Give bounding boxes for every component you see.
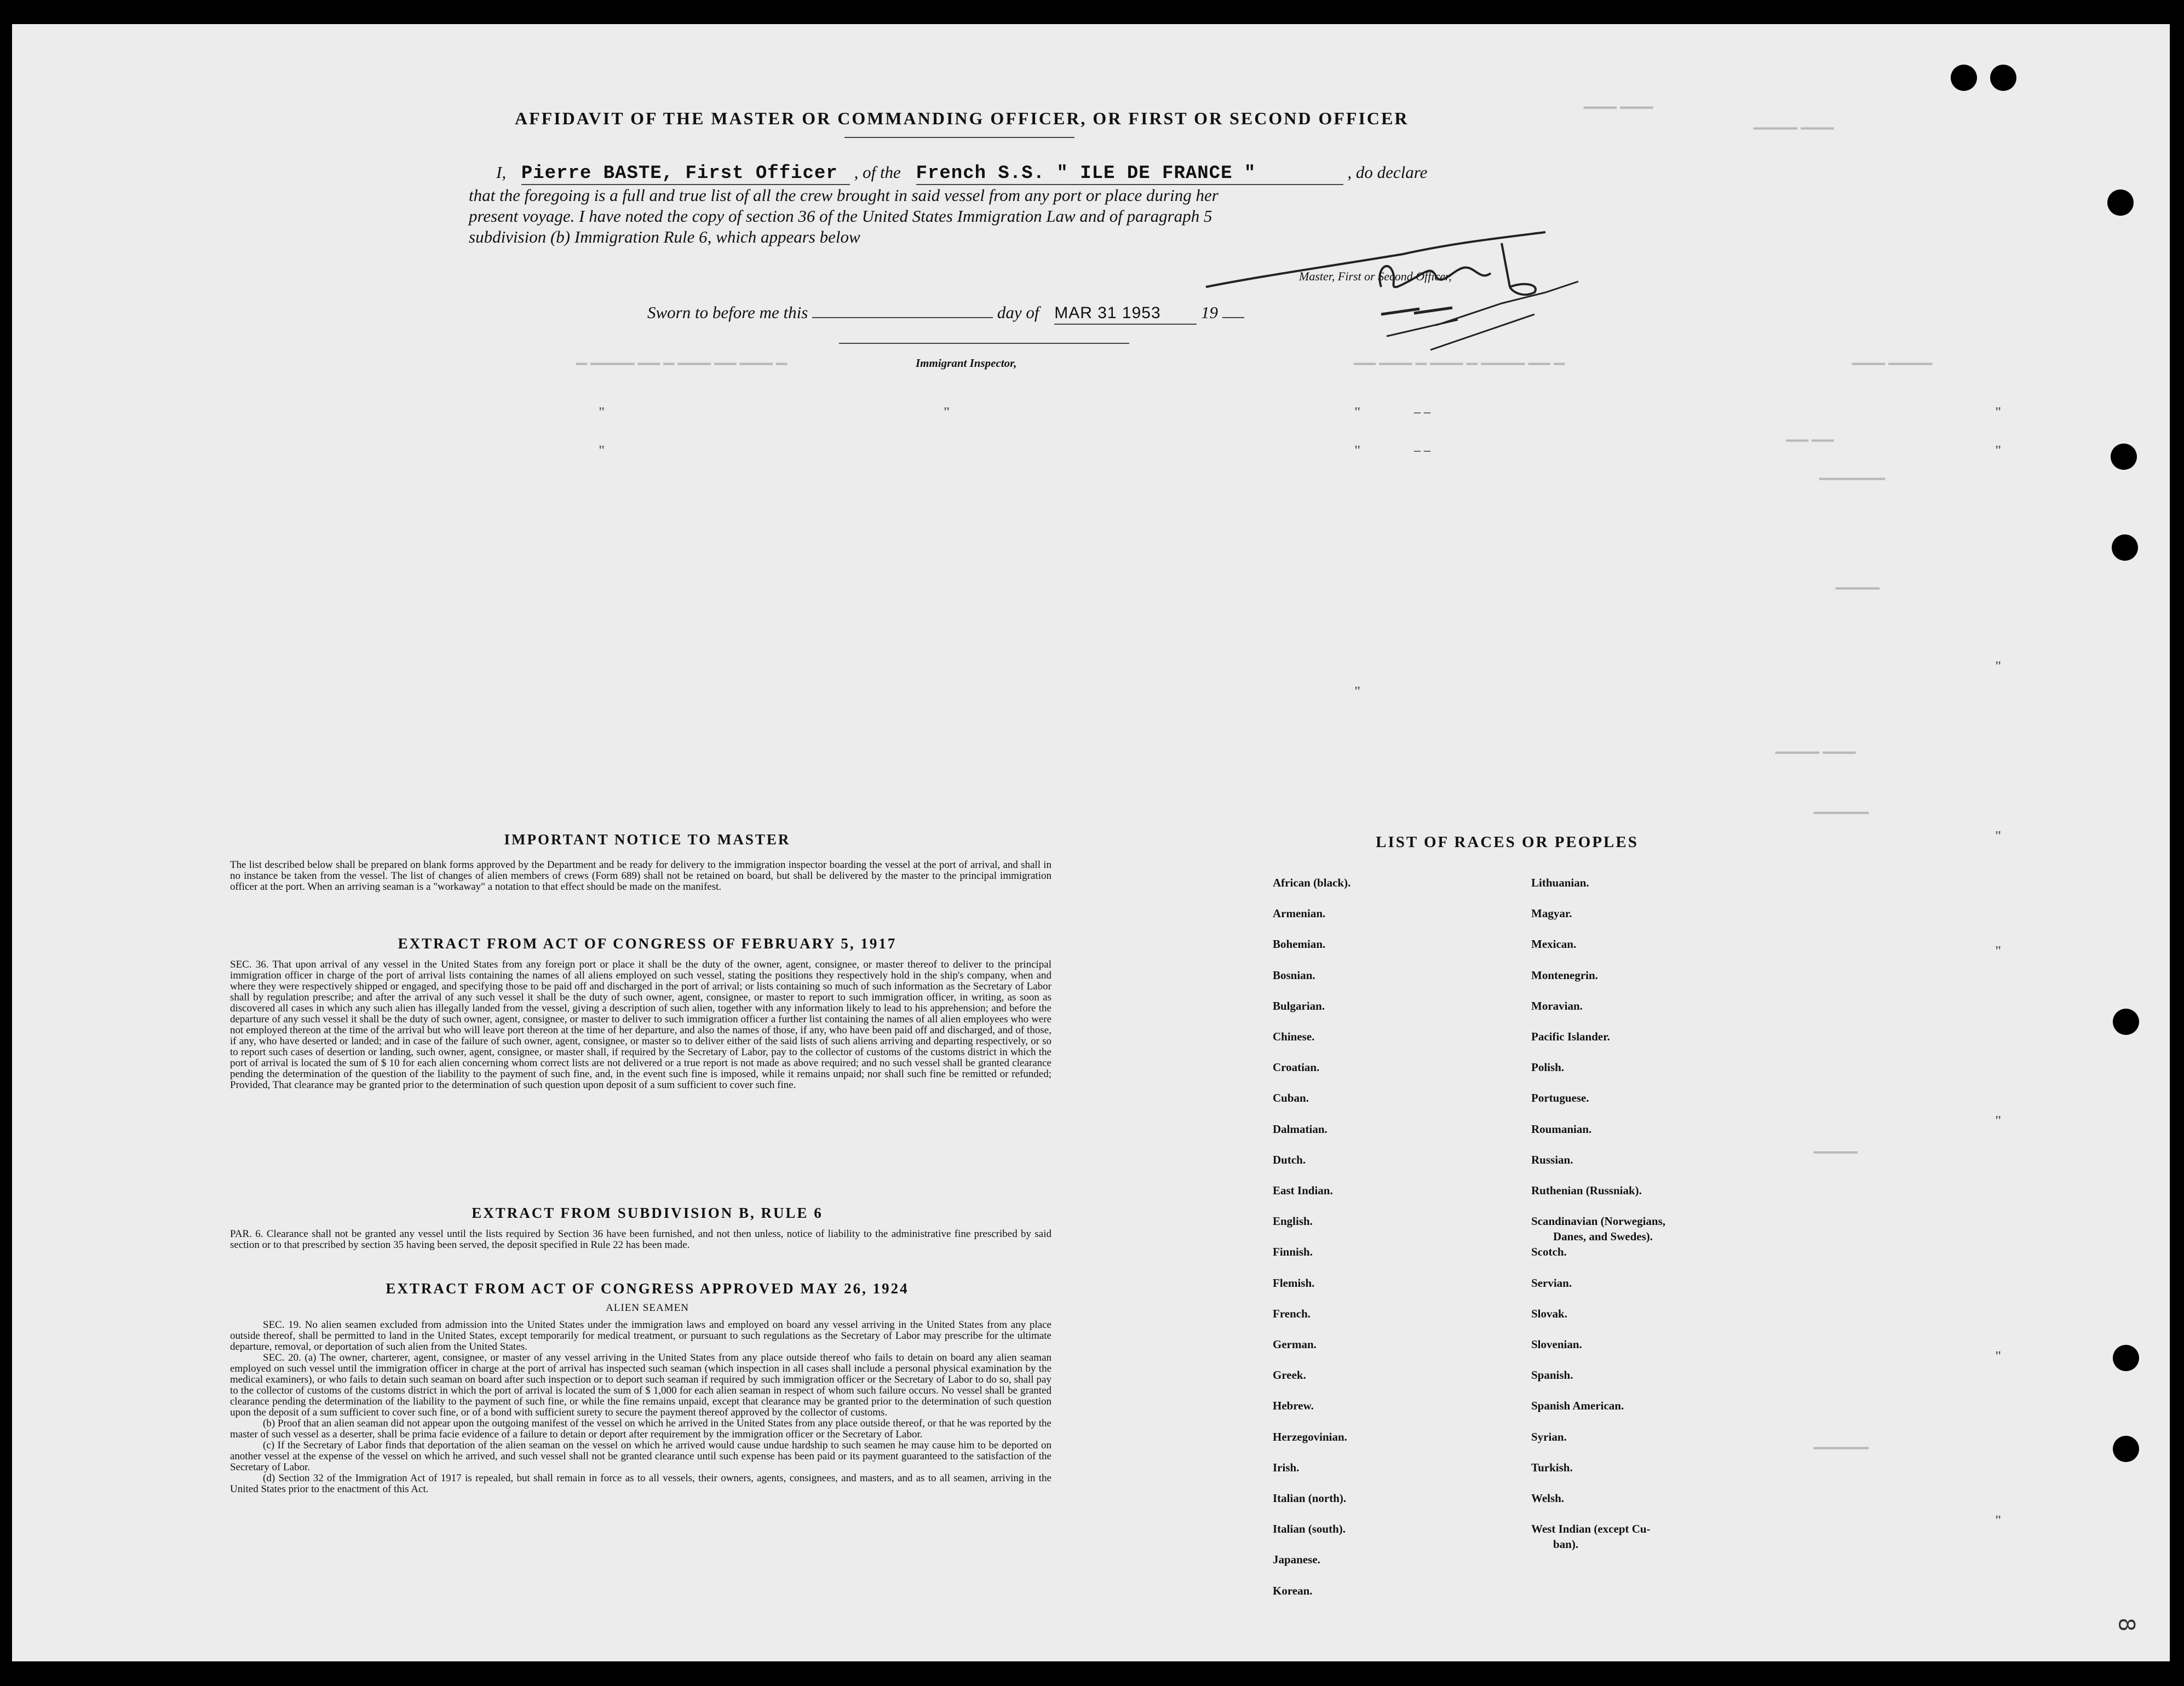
race-item: Slovak.: [1531, 1307, 1567, 1320]
race-item: Lithuanian.: [1531, 876, 1589, 889]
affidavit-first-line: [496, 162, 1427, 185]
punch-hole: [2107, 189, 2134, 216]
margin-mark: 8: [2113, 1618, 2139, 1632]
extract-rule6-heading: EXTRACT FROM SUBDIVISION B, RULE 6: [472, 1205, 823, 1221]
race-item: African (black).: [1273, 876, 1351, 889]
race-item: Bulgarian.: [1273, 999, 1325, 1012]
race-item: Italian (south).: [1273, 1522, 1346, 1535]
extract-1924-para: (b) Proof that an alien seaman did not appear upon the outgoing manifest of the vessel on which he arrived in the United States from any place outside thereof, or that he was reported by the master of such vessel as a deserter, shall be prima facie evidence of a failure to detain or deport after requirement by the immigration officer or the Secretary of Labor.: [230, 1418, 1051, 1440]
race-item: West Indian (except Cu-: [1531, 1522, 1651, 1535]
race-item: Portuguese.: [1531, 1091, 1589, 1104]
race-item: Italian (north).: [1273, 1492, 1347, 1505]
extract-1924-subheading: ALIEN SEAMEN: [606, 1302, 689, 1314]
document-page: ▔▔▔ ▔▔▔ ▔▔▔▔ ▔▔▔ ▔ ▔▔▔▔ ▔▔ ▔ ▔▔▔ ▔▔ ▔▔▔ ▔ ▔▔ ▔▔▔ ▔ ▔▔▔ ▔ ▔▔▔▔ ▔▔ ▔ ▔▔▔ ▔▔▔▔ ▔▔ ▔▔ ▔▔▔▔▔▔ ▔▔▔▔ ▔▔▔▔ ▔▔▔ ▔▔▔▔▔ ▔▔▔▔ ▔▔▔▔▔ " " " – – " " " – – " " " " " " " " AFFIDAVIT OF THE MASTER OR COMMANDING OFFICER, OR FIRST OR SECOND OFFICER I, Pierre BASTE, First Officer , of the French S.S. " ILE DE FRANCE " , do declare that the foregoing is a full and true list of all the crew brought in said vessel from any port or place during her present voyage. I have noted the copy of section 36 of the United States Immigration Law and of paragraph 5 subdivision (b) Immigration Rule 6, which appears below Master, First or Second Officer, Sworn to before me this day of MAR 31 1953 19 Immigrant Inspector, IMPORTANT NOTICE TO MASTER The list described below shall be prepared on blank forms approved by the Department and be ready for delivery to the immigration inspector boarding the vessel at the port of arrival, and shall in no instance be taken from the vessel. The list of changes of alien members of crews (Form 689) shall not be retained on board, but shall be delivered by the master to the principal immigration officer at the port. When an arriving seaman is a "workaway" a notation to that effect should be made on the manifest. EXTRACT FROM ACT OF CONGRESS OF FEBRUARY 5, 1917 SEC. 36. That upon arrival of any vessel in the United States from any foreign port or place it shall be the duty of the owner, agent, consignee, or master thereof to deliver to the principal immigration officer in charge of the port of arrival lists containing the names of all aliens employed on such vessel, stating the positions they respectively hold in the ship's company, when and where they were respectively shipped or engaged, and specifying those to be paid off and discharged in the port of arrival; or lists containing so much of such information as the Secretary of Labor shall by regulation prescribe; and after the arrival of any such vessel it shall be the duty of such owner, agent, consignee, or master to report to such immigration officer, in writing, as soon as discovered all cases in which any such alien has illegally landed from the vessel, giving a description of such alien, together with any information likely to lead to his apprehension; and before the departure of any such vessel it shall be the duty of such owner, agent, consignee, or master to deliver to such immigration officer a further list containing the names of all alien employees who were not employed thereon at the time of the arrival but who will leave port thereon at the time of her departure, and also the names of those, if any, who have been paid off and discharged, and of those, if any, who have deserted or landed; and in case of the failure of such owner, agent, consignee, or master so to deliver either of the said lists of such aliens arriving and departing respectively, or so to report such cases of desertion or landing, such owner, agent, consignee, or master shall, if required by the Secretary of Labor, pay to the collector of customs of the customs district in which the port of arrival is located the sum of $ 10 for each alien concerning whom correct lists are not delivered or a true report is not made as above required; and no such vessel shall be granted clearance pending the determination of the question of the liability to the payment of such fine, and, in the event such fine is imposed, while it remains unpaid; nor shall such fine be remitted or refunded; Provided, That clearance may be granted prior to the determination of such question upon deposit of a sum sufficient to cover such fine. EXTRACT FROM SUBDIVISION B, RULE 6 PAR. 6. Clearance shall not be granted any vessel until the lists required by Section 36 have been furnished, and not then unless, notice of liability to the administrative fine prescribed by said section or to that prescribed by section 35 having been served, the deposit specified in Rule 22 has been made. EXTRACT FROM ACT OF CONGRESS APPROVED MAY 26, 1924 ALIEN SEAMEN SEC. 19. No alien seamen excluded from admission into the United States under the immigration laws and employed on board any vessel arriving in the United States from any place outside thereof, shall be permitted to land in the United States, except temporarily for medical treatment, or pursuant to such regulations as the Secretary of Labor may prescribe for the ultimate departure, removal, or deportation of such alien from the United States. SEC. 20. (a) The owner, charterer, agent, consignee, or master of any vessel arriving in the United States from any place outside thereof who fails to detain on board any alien seaman employed on such vessel until the immigration officer in charge at the port of arrival has inspected such seaman (which inspection in all cases shall include a personal physical examination by the medical examiners), or who fails to detain such seaman on board after such inspection or to deport such seaman if required by such immigration officer or the Secretary of Labor to do so, shall pay to the collector of customs of the customs district in which the port of arrival is located the sum of $ 1,000 for each alien seaman in respect of whom such failure occurs. No vessel shall be granted clearance pending the determination of the liability to the payment of such fine, or while the fine remains unpaid, except that clearance may be granted prior to the determination of such question upon the deposit of a sum sufficient to cover such fine, or of a bond with sufficient surety to secure the payment thereof approved by the collector of customs. (b) Proof that an alien seaman did not appear upon the outgoing manifest of the vessel on which he arrived in the United States from any place outside thereof, or that he was reported by the master of such vessel as a deserter, shall be prima facie evidence of a failure to detain or deport after requirement by the immigration officer or the Secretary of Labor. (c) If the Secretary of Labor finds that deportation of the alien seaman on the vessel on which he arrived would cause undue hardship to such seamen he may cause him to be deported on another vessel at the expense of the vessel on which he arrived, and such vessel shall not be granted clearance until such expense has been paid or its payment guaranteed to the satisfaction of the Secretary of Labor. (d) Section 32 of the Immigration Act of 1917 is repealed, but shall remain in force as to all vessels, their owners, agents, consignees, and masters, and as to all seamen, arriving in the United States prior to the enactment of this Act. LIST OF RACES OR PEOPLES African (black). Armenian. Bohemian. Bosnian. Bulgarian. Chinese. Croatian. Cuban. Dalmatian. Dutch. East Indian. English. Finnish. Flemish. French. German. Greek. Hebrew. Herzegovinian. Irish. Italian (north). Italian (south). Japanese. Korean. Lithuanian. Magyar. Mexican. Montenegrin. Moravian. Pacific Islander. Polish. Portuguese. Roumanian. Russian. Ruthenian (Russniak). Scandinavian (Norwegians, Danes, and Swedes). Scotch. Servian. Slovak. Slovenian. Spanish. Spanish American. Syrian. Turkish. Welsh. West Indian (except Cu- ban). 8: [12, 24, 2170, 1661]
race-item: Bosnian.: [1273, 969, 1315, 982]
punch-hole: [1951, 65, 1977, 91]
race-item: Roumanian.: [1531, 1123, 1592, 1136]
race-item: Ruthenian (Russniak).: [1531, 1184, 1642, 1197]
race-item: Irish.: [1273, 1461, 1300, 1474]
race-item: Servian.: [1531, 1276, 1572, 1290]
title-underline: [844, 137, 1074, 138]
race-item: Greek.: [1273, 1368, 1306, 1382]
extract-1924-heading: EXTRACT FROM ACT OF CONGRESS APPROVED MAY 26, 1924: [386, 1280, 909, 1297]
race-item: Magyar.: [1531, 907, 1572, 920]
pronoun: I,: [496, 163, 507, 182]
punch-hole: [2113, 1436, 2139, 1462]
of-the-label: , of the: [854, 163, 901, 182]
race-item-continuation: Danes, and Swedes).: [1553, 1230, 1653, 1243]
day-of-label: day of: [997, 303, 1039, 322]
race-item: Russian.: [1531, 1153, 1573, 1166]
race-item: Chinese.: [1273, 1030, 1315, 1043]
notice-heading: IMPORTANT NOTICE TO MASTER: [504, 831, 791, 848]
race-item: Dutch.: [1273, 1153, 1306, 1166]
race-item: Syrian.: [1531, 1430, 1567, 1443]
race-item: Polish.: [1531, 1061, 1565, 1074]
race-item: Finnish.: [1273, 1245, 1313, 1258]
signature: [1195, 221, 1622, 353]
extract-rule6-text: PAR. 6. Clearance shall not be granted any vessel until the lists required by Section 36 have been furnished, and not then unless, notice of liability to the administrative fine prescribed by said section or to that prescribed by section 35 having been served, the deposit specified in Rule 22 has been made.: [230, 1228, 1051, 1251]
race-item: Pacific Islander.: [1531, 1030, 1610, 1043]
officer-name: Pierre BASTE, First Officer: [521, 163, 850, 185]
punch-hole: [2113, 1345, 2139, 1371]
race-item: Flemish.: [1273, 1276, 1315, 1290]
sworn-line: [647, 302, 1244, 325]
inspector-label: Immigrant Inspector,: [916, 356, 1017, 370]
race-item: East Indian.: [1273, 1184, 1333, 1197]
race-item: Cuban.: [1273, 1091, 1309, 1104]
extract-1924-para: (d) Section 32 of the Immigration Act of 1917 is repealed, but shall remain in force as to all vessels, their owners, agents, consignees, and masters, and as to all seamen, arriving in the United States prior to the enactment of this Act.: [230, 1472, 1051, 1495]
race-item: Welsh.: [1531, 1492, 1565, 1505]
race-item: Spanish American.: [1531, 1399, 1624, 1412]
race-item: Hebrew.: [1273, 1399, 1314, 1412]
extract-1924-para: SEC. 20. (a) The owner, charterer, agent, consignee, or master of any vessel arriving in the United States from any place outside thereof who fails to detain on board any alien seaman employed on such vessel until the immigration officer in charge at the port of arrival has inspected such seaman (which inspection in all cases shall include a personal physical examination by the medical examiners), or who fails to detain such seaman on board after such inspection or to deport such seaman if required by such immigration officer or the Secretary of Labor to do so, shall pay to the collector of customs of the customs district in which the port of arrival is located the sum of $ 1,000 for each alien seaman in respect of whom such failure occurs. No vessel shall be granted clearance pending the determination of the liability to the payment of such fine, or while the fine remains unpaid, except that clearance may be granted prior to the determination of such question upon the deposit of a sum sufficient to cover such fine, or of a bond with sufficient surety to secure the payment thereof approved by the collector of customs.: [230, 1352, 1051, 1418]
year-prefix: 19: [1200, 303, 1218, 322]
notice-text: The list described below shall be prepared on blank forms approved by the Department and be ready for delivery to the immigration inspector boarding the vessel at the port of arrival, and shall in no instance be taken from the vessel. The list of changes of alien members of crews (Form 689) shall not be retained on board, but shall be delivered by the master to the principal immigration officer at the port. When an arriving seaman is a "workaway" a notation to that effect should be made on the manifest.: [230, 859, 1051, 893]
date-stamp: MAR 31 1953: [1054, 303, 1197, 325]
race-item: French.: [1273, 1307, 1311, 1320]
affidavit-body-line: present voyage. I have noted the copy of section 36 of the United States Immigration Law and of paragraph 5: [469, 206, 1212, 226]
race-item: Scotch.: [1531, 1245, 1567, 1258]
extract-1917-text: SEC. 36. That upon arrival of any vessel in the United States from any foreign port or place it shall be the duty of the owner, agent, consignee, or master thereof to deliver to the principal immigration officer in charge of the port of arrival lists containing the names of all aliens employed on such vessel, stating the positions they respectively hold in the ship's company, when and where they were respectively shipped or engaged, and specifying those to be paid off and discharged in the port of arrival; or lists containing so much of such information as the Secretary of Labor shall by regulation prescribe; and after the arrival of any such vessel it shall be the duty of such owner, agent, consignee, or master to report to such immigration officer, in writing, as soon as discovered all cases in which any such alien has illegally landed from the vessel, giving a description of such alien, together with any information likely to lead to his apprehension; and before the departure of any such vessel it shall be the duty of such owner, agent, consignee, or master to deliver to such immigration officer a further list containing the names of all alien employees who were not employed thereon at the time of the arrival but who will leave port thereon at the time of her departure, and also the names of those, if any, who have been paid off and discharged, and of those, if any, who have deserted or landed; and in case of the failure of such owner, agent, consignee, or master so to deliver either of the said lists of such aliens arriving and departing respectively, or so to report such cases of desertion or landing, such owner, agent, consignee, or master shall, if required by the Secretary of Labor, pay to the collector of customs of the customs district in which the port of arrival is located the sum of $ 10 for each alien concerning whom correct lists are not delivered or a true report is not made as above required; and no such vessel shall be granted clearance pending the determination of the question of the liability to the payment of such fine, and, in the event such fine is imposed, while it remains unpaid; nor shall such fine be remitted or refunded; Provided, That clearance may be granted prior to the determination of such question upon deposit of a sum sufficient to cover such fine.: [230, 959, 1051, 1091]
punch-hole: [1990, 65, 2016, 91]
extract-1924-para: (c) If the Secretary of Labor finds that deportation of the alien seaman on the vessel on which he arrived would cause undue hardship to such seamen he may cause him to be deported on another vessel at the expense of the vessel on which he arrived, and such vessel shall not be granted clearance until such expense has been paid or its payment guaranteed to the satisfaction of the Secretary of Labor.: [230, 1440, 1051, 1473]
do-declare-label: , do declare: [1347, 163, 1428, 182]
race-item: English.: [1273, 1215, 1313, 1228]
race-item: Japanese.: [1273, 1553, 1320, 1566]
race-item: Mexican.: [1531, 937, 1577, 951]
races-left-column: [1273, 876, 1547, 1632]
race-item: Armenian.: [1273, 907, 1326, 920]
extract-1917-heading: EXTRACT FROM ACT OF CONGRESS OF FEBRUARY 5, 1917: [398, 935, 897, 952]
race-item: Scandinavian (Norwegians,: [1531, 1215, 1666, 1228]
sworn-label: Sworn to before me this: [647, 303, 808, 322]
races-right-column: [1531, 876, 1838, 1632]
race-item: Montenegrin.: [1531, 969, 1598, 982]
punch-hole: [2113, 1009, 2139, 1035]
race-item: Moravian.: [1531, 999, 1583, 1012]
race-item: Dalmatian.: [1273, 1123, 1327, 1136]
races-heading: LIST OF RACES OR PEOPLES: [1376, 833, 1639, 851]
extract-1924-para: SEC. 19. No alien seamen excluded from admission into the United States under the immigration laws and employed on board any vessel arriving in the United States from any place outside thereof, shall be permitted to land in the United States, except temporarily for medical treatment, or pursuant to such regulations as the Secretary of Labor may prescribe for the ultimate departure, removal, or deportation of such alien from the United States.: [230, 1319, 1051, 1353]
race-item: Herzegovinian.: [1273, 1430, 1347, 1443]
affidavit-title: AFFIDAVIT OF THE MASTER OR COMMANDING OFFICER, OR FIRST OR SECOND OFFICER: [515, 108, 1409, 128]
vessel-name: French S.S. " ILE DE FRANCE ": [916, 163, 1343, 185]
signature-caption: Master, First or Second Officer,: [1299, 269, 1452, 283]
affidavit-body-line: subdivision (b) Immigration Rule 6, which appears below: [469, 227, 860, 246]
extract-1924-text: [230, 1320, 1051, 1495]
inspector-signature-line: [839, 343, 1129, 344]
race-item: German.: [1273, 1338, 1317, 1351]
affidavit-body-line: that the foregoing is a full and true list of all the crew brought in said vessel from any port or place during her: [469, 186, 1219, 205]
race-item: Turkish.: [1531, 1461, 1573, 1474]
race-item: Croatian.: [1273, 1061, 1320, 1074]
punch-hole: [2112, 534, 2138, 561]
race-item: Spanish.: [1531, 1368, 1573, 1382]
race-item: Korean.: [1273, 1584, 1313, 1597]
race-item: Bohemian.: [1273, 937, 1326, 951]
punch-hole: [2111, 444, 2137, 470]
race-item: Slovenian.: [1531, 1338, 1582, 1351]
race-item-continuation: ban).: [1553, 1538, 1579, 1551]
